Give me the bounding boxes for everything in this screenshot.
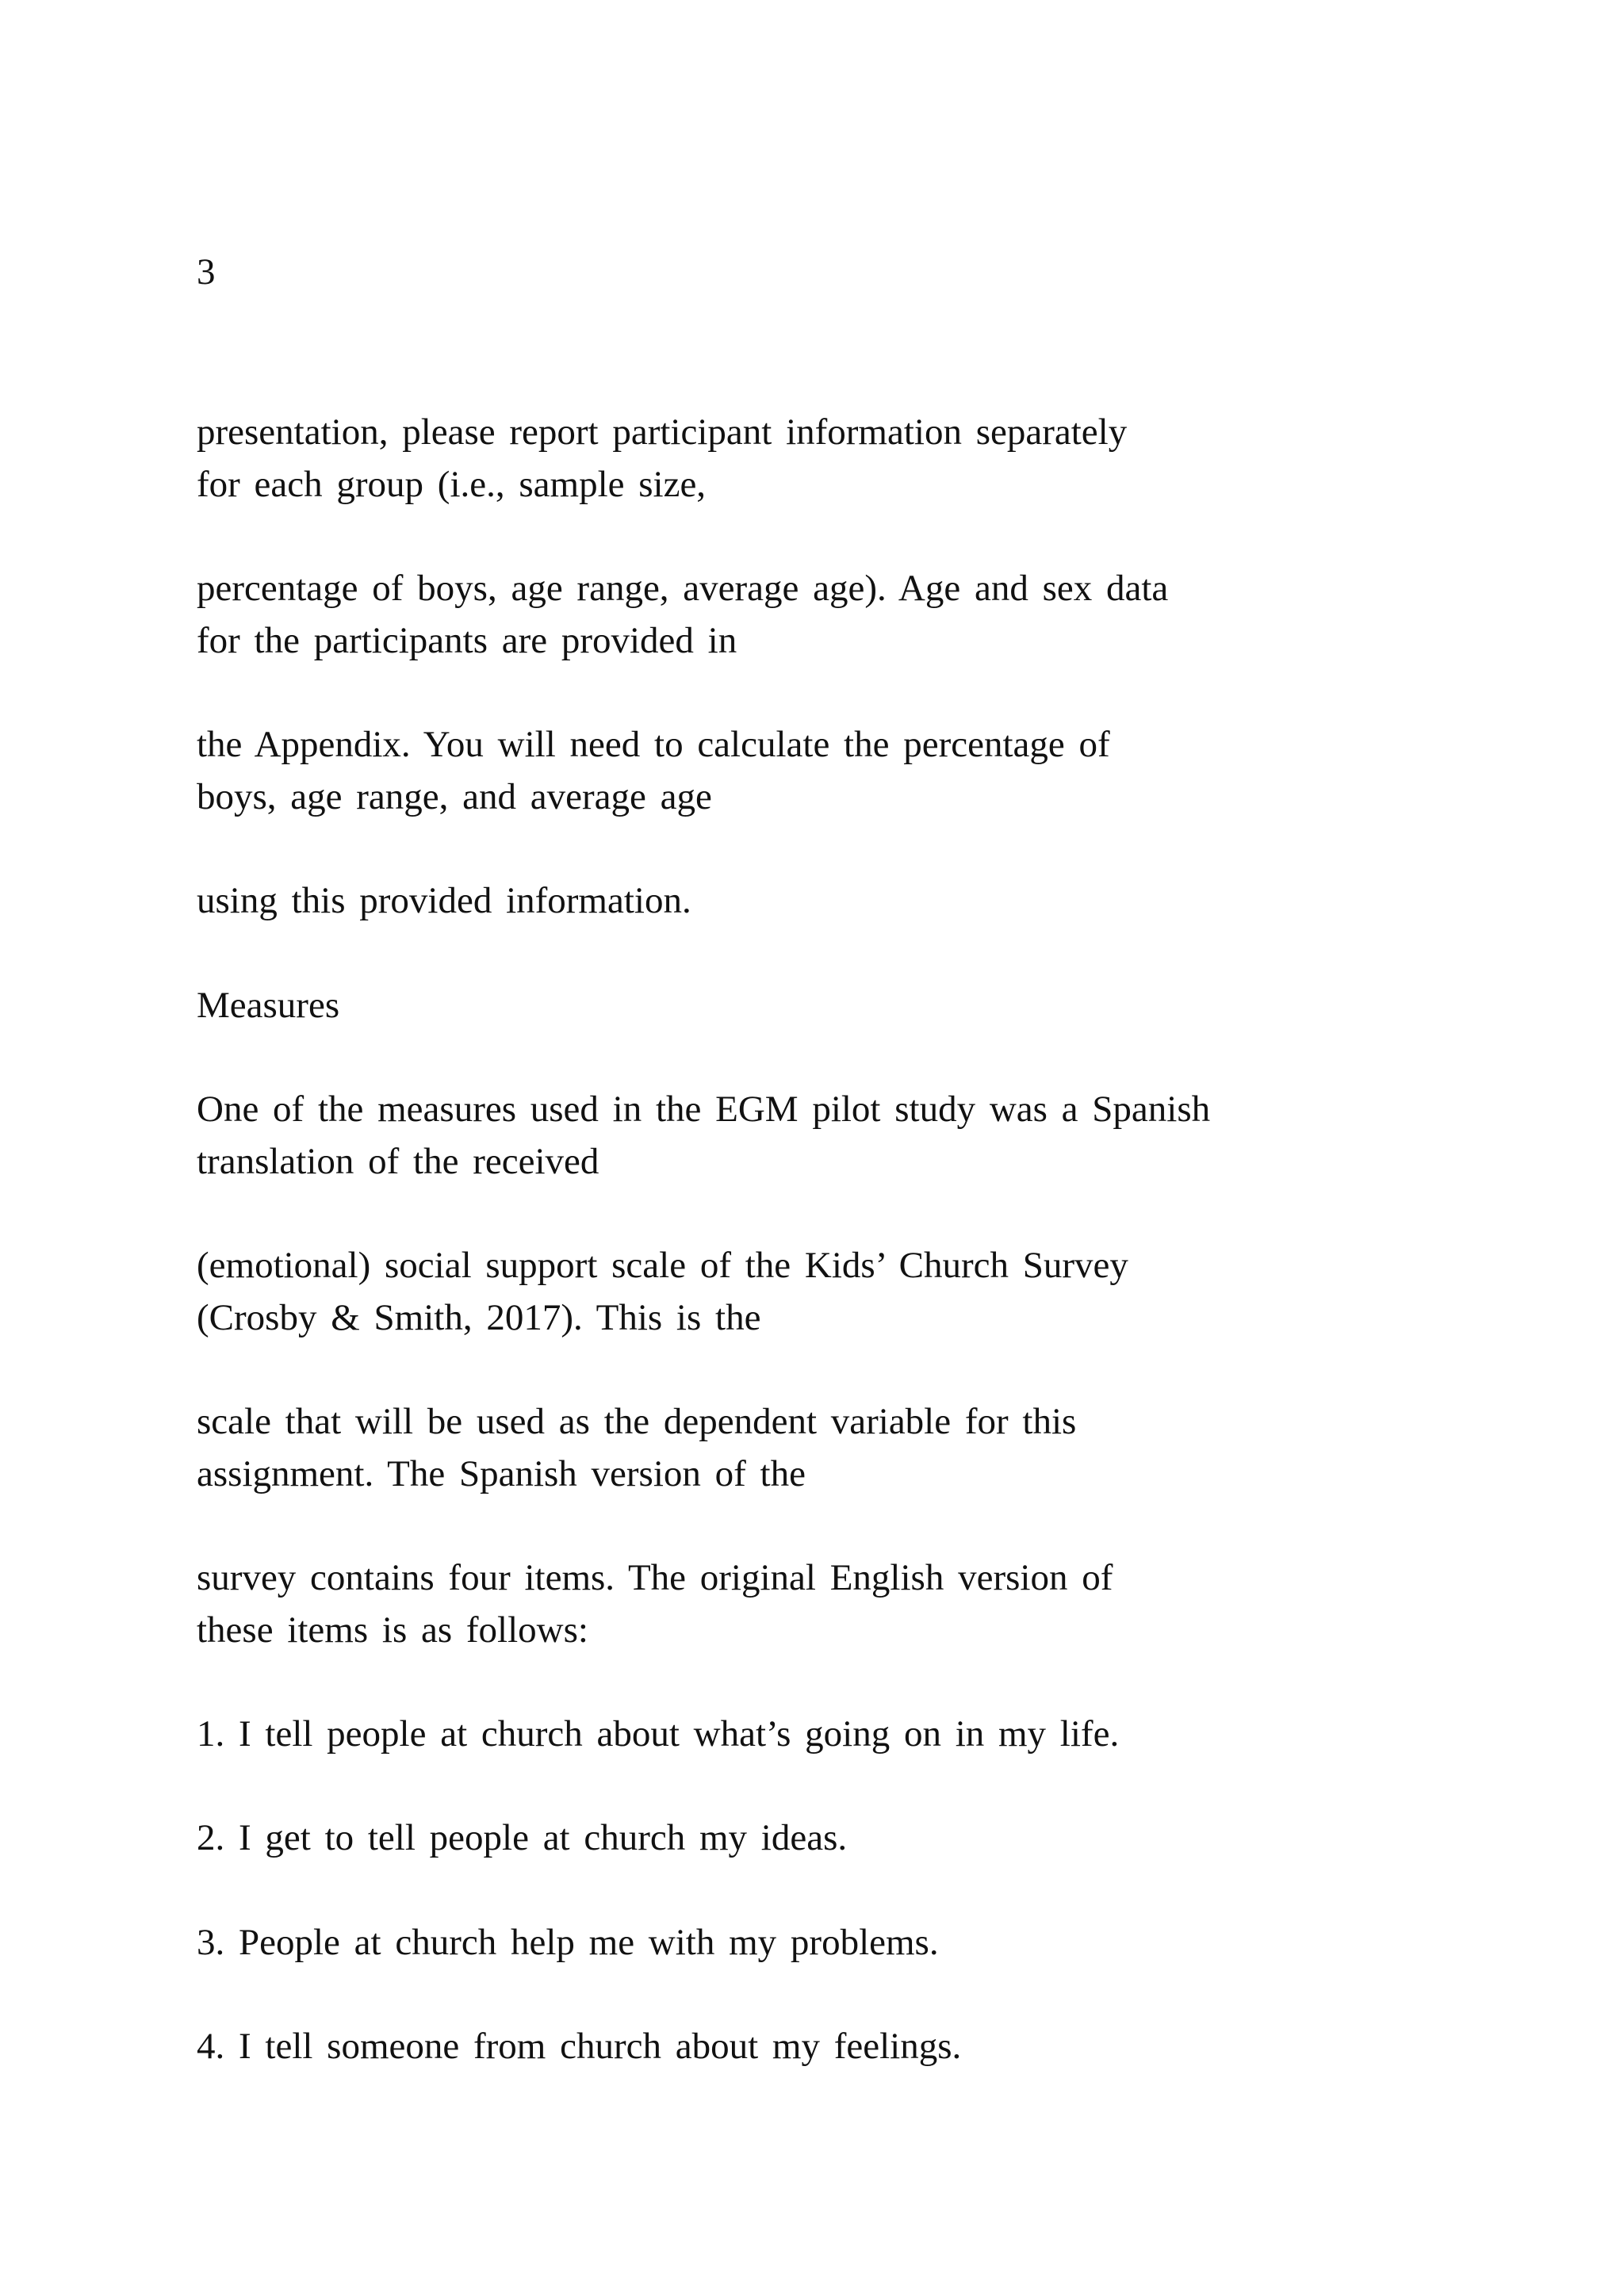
list-item: 1. I tell people at church about what’s going on in my life. (197, 1713, 1120, 1755)
body-text-line: the Appendix. You will need to calculate the percentage of (197, 724, 1110, 765)
page-number: 3 (197, 251, 216, 293)
list-item: 2. I get to tell people at church my ideas. (197, 1817, 848, 1858)
list-item: 3. People at church help me with my problems. (197, 1922, 939, 1963)
body-text-line: scale that will be used as the dependent variable for this (197, 1401, 1077, 1442)
body-text-line: for the participants are provided in (197, 620, 737, 661)
list-item: 4. I tell someone from church about my feelings. (197, 2026, 962, 2067)
body-text-line: boys, age range, and average age (197, 776, 712, 817)
body-text-line: assignment. The Spanish version of the (197, 1453, 806, 1494)
body-text-line: translation of the received (197, 1141, 599, 1182)
section-heading: Measures (197, 985, 340, 1026)
body-text-line: (Crosby & Smith, 2017). This is the (197, 1297, 761, 1338)
body-text-line: for each group (i.e., sample size, (197, 464, 707, 505)
body-text-line: percentage of boys, age range, average age). Age and sex data (197, 568, 1169, 609)
body-text-line: these items is as follows: (197, 1609, 588, 1651)
body-text-line: presentation, please report participant information separately (197, 411, 1128, 453)
body-text-line: using this provided information. (197, 880, 691, 921)
body-text-line: (emotional) social support scale of the Kids’ Church Survey (197, 1245, 1128, 1286)
body-text-line: One of the measures used in the EGM pilot study was a Spanish (197, 1089, 1211, 1130)
body-text-line: survey contains four items. The original English version of (197, 1557, 1113, 1598)
